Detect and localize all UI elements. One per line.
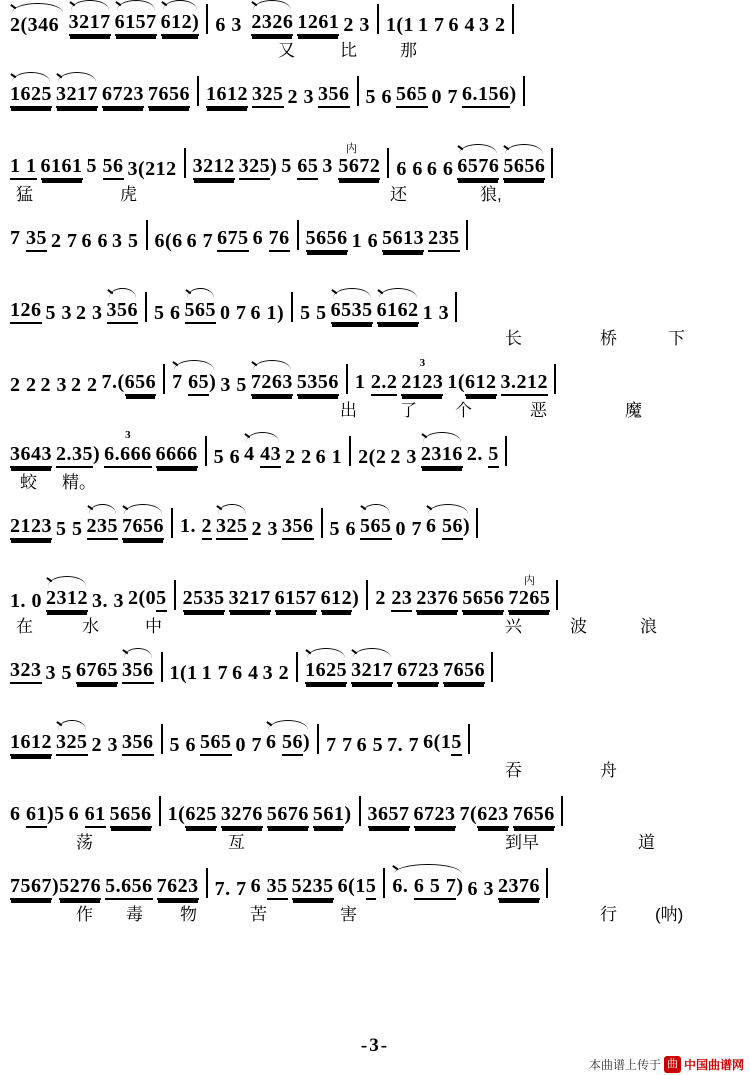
lyric-syllable: 个 — [455, 401, 472, 420]
note-group: 2123 3 — [401, 360, 443, 396]
note-group: 2(2 — [358, 446, 387, 468]
note-group: 2 2 — [10, 374, 37, 396]
barline — [455, 292, 457, 322]
note-group: 2535 — [183, 576, 225, 612]
note-group: 565 — [200, 720, 232, 756]
note-group: 2 3 — [343, 14, 370, 36]
barline — [171, 508, 173, 538]
barline — [468, 724, 470, 754]
triplet-number: 3 — [125, 429, 131, 441]
slur-icon — [428, 504, 468, 514]
barline — [476, 508, 478, 538]
note-group: 6 1 — [315, 446, 343, 468]
lyric-syllable: 下 — [668, 329, 685, 348]
barline — [349, 436, 351, 466]
site-credit — [589, 1056, 744, 1073]
slur-icon — [124, 504, 162, 514]
lyric-line — [0, 252, 750, 278]
barline — [491, 652, 493, 682]
barline — [546, 868, 548, 898]
note-group: 1. 0 — [10, 590, 42, 612]
note-group: 1 1 — [10, 144, 37, 180]
note-group: 2376 — [416, 576, 458, 612]
note-group: 6576 — [457, 144, 499, 180]
note-group: 356 — [318, 72, 350, 108]
note-group: 2 3 — [76, 302, 103, 324]
barline — [366, 580, 368, 610]
barline — [505, 436, 507, 466]
lyric-line — [0, 684, 750, 710]
slur-icon — [459, 144, 497, 154]
slur-icon — [253, 0, 291, 10]
lyric-syllable: 又 — [278, 41, 295, 60]
slur-icon — [163, 0, 198, 10]
note-group: 6 3 — [215, 14, 248, 36]
music-system — [0, 288, 750, 324]
note-group: 3(212 — [127, 158, 177, 180]
slur-icon — [423, 432, 461, 442]
note-group: 6 61 — [69, 792, 106, 828]
barline — [383, 868, 385, 898]
barline — [206, 868, 208, 898]
barline — [206, 4, 208, 34]
lyric-syllable: 在 — [16, 617, 33, 636]
note-group: 5356 — [297, 360, 339, 396]
slur-icon — [187, 288, 215, 298]
credit-site-name[interactable]: 中国曲谱网 — [683, 1058, 744, 1072]
lyric-syllable: 精。 — [62, 473, 96, 492]
triplet-number: 3 — [419, 357, 426, 369]
lyric-syllable: 出 — [340, 401, 357, 420]
lyric-line — [0, 756, 750, 782]
lyric-syllable: 虎 — [120, 185, 137, 204]
breath-mark: 内 — [345, 143, 357, 155]
barline — [145, 292, 147, 322]
note-group: 2 23 — [375, 576, 412, 612]
note-group: 356 — [107, 288, 139, 324]
note-group: 1(612 — [447, 360, 496, 396]
note-group: 0 7 — [431, 86, 458, 108]
lyric-line — [0, 180, 750, 206]
lyric-syllable: 害 — [340, 905, 357, 924]
note-group: 2. 5 — [467, 432, 499, 468]
note-group: 6 6 — [426, 158, 454, 180]
note-group: 6723 — [414, 792, 456, 828]
barline — [554, 364, 556, 394]
lyric-syllable: 水 — [82, 617, 99, 636]
note-group: 323 — [10, 648, 42, 684]
note-group: 4 43 — [244, 432, 281, 468]
slur-icon — [124, 648, 152, 658]
note-group: 2123 — [10, 504, 52, 540]
breath-mark: 内 — [523, 575, 535, 587]
note-group: 5 6 — [329, 518, 356, 540]
note-group: 5 5 — [300, 302, 327, 324]
lyric-syllable: 还 — [390, 185, 407, 204]
note-group: 5 6 — [154, 302, 181, 324]
note-group: 6 76 — [253, 216, 290, 252]
music-system — [0, 144, 750, 180]
note-group: 561) — [313, 792, 352, 828]
note-group: 6 35 — [251, 864, 288, 900]
music-system — [0, 72, 750, 108]
music-system — [0, 0, 750, 36]
note-group: 3.212 — [501, 360, 549, 396]
note-group: 3 5 — [220, 374, 247, 396]
note-group: 5 6 — [213, 446, 241, 468]
note-group: 6 56) — [266, 720, 310, 756]
note-group: 235 — [428, 216, 460, 252]
note-group: 6.666 3 — [104, 432, 152, 468]
barline — [512, 4, 514, 34]
barline — [387, 148, 389, 178]
slur-icon — [48, 576, 86, 586]
page-number: -3- — [360, 1035, 390, 1056]
slur-icon — [353, 648, 391, 658]
note-group: 5 6 — [169, 734, 196, 756]
lyric-syllable: 浪 — [640, 617, 657, 636]
music-system — [0, 720, 750, 756]
note-group: 7(623 — [460, 792, 509, 828]
note-group: 1 7 — [201, 662, 229, 684]
lyric-line — [0, 540, 750, 566]
note-group: 1(1 — [385, 14, 415, 36]
note-group: 6(15 — [338, 864, 377, 900]
lyric-syllable: 比 — [340, 41, 357, 60]
slur-icon — [362, 504, 390, 514]
note-group: 6157 — [115, 0, 157, 36]
note-group: 7656 — [148, 72, 190, 108]
credit-text: 本曲谱上传于 — [588, 1058, 661, 1072]
barline — [297, 220, 299, 250]
note-group: 6(6 — [154, 230, 183, 252]
music-system — [0, 864, 750, 900]
note-group: 3 5 — [112, 230, 139, 252]
note-group: 6 7 — [186, 230, 214, 252]
note-group: 6 5 — [356, 734, 384, 756]
note-group: 0 7 — [235, 734, 262, 756]
note-group: 7656 — [443, 648, 485, 684]
slur-icon — [109, 288, 137, 298]
lyric-syllable: 蛟 — [20, 473, 37, 492]
music-system — [0, 357, 750, 396]
note-group: 6 3 — [467, 878, 495, 900]
barline — [377, 4, 379, 34]
note-group: 1 6 — [351, 230, 379, 252]
lyric-syllable: 吞 — [505, 761, 522, 780]
barline — [174, 580, 176, 610]
barline — [359, 796, 361, 826]
lyric-syllable: 狼, — [480, 185, 502, 204]
note-group: 5235 — [292, 864, 334, 900]
note-group: 5676 — [267, 792, 309, 828]
lyric-syllable: 了 — [400, 401, 417, 420]
site-logo-icon: 曲 — [664, 1056, 681, 1073]
barline — [205, 436, 207, 466]
lyric-syllable: 行 — [600, 905, 617, 924]
lyric-syllable: 那 — [400, 41, 417, 60]
note-group: 2(05 — [128, 576, 167, 612]
note-group: 1625 — [305, 648, 347, 684]
note-group: 1 3 — [422, 302, 450, 324]
note-group: 6(15 — [423, 720, 462, 756]
note-group: 7 65) — [172, 360, 216, 396]
note-group: 675 — [217, 216, 249, 252]
lyric-line — [0, 828, 750, 854]
lyric-syllable: 猛 — [16, 185, 33, 204]
note-group: 325 — [216, 504, 248, 540]
note-group: 0 7 — [395, 518, 422, 540]
note-group: 2326 — [251, 0, 293, 36]
note-group: 126 — [10, 288, 42, 324]
note-group: 7. 7 — [387, 734, 420, 756]
note-group: 565 — [185, 288, 217, 324]
note-group: 2 3 — [251, 518, 278, 540]
note-group: 7.(656 — [102, 360, 157, 396]
slur-icon — [307, 648, 345, 658]
lyric-syllable: 荡 — [76, 833, 93, 852]
note-group: 6 6 — [81, 230, 108, 252]
barline — [357, 76, 359, 106]
music-system — [0, 576, 750, 612]
barline — [163, 364, 165, 394]
note-group: 612) — [321, 576, 360, 612]
note-group: 5 56 — [87, 144, 124, 180]
note-group: 2 3 — [91, 734, 118, 756]
note-group: 7567)5276 — [10, 864, 101, 900]
slur-icon — [394, 864, 461, 874]
note-group: 5656 — [503, 144, 545, 180]
music-system — [0, 792, 750, 828]
note-group: 3217 — [351, 648, 393, 684]
note-group: 3212 — [193, 144, 235, 180]
note-group: 1612 — [10, 720, 52, 756]
note-group: 3276 — [221, 792, 263, 828]
barline — [146, 220, 148, 250]
note-group: 6666 — [156, 432, 198, 468]
note-group: 1(1 — [169, 662, 198, 684]
note-group: 3657 — [368, 792, 410, 828]
note-group: 2376 — [498, 864, 540, 900]
note-group: 5 6 — [365, 86, 392, 108]
barline — [551, 148, 553, 178]
slur-icon — [505, 144, 543, 154]
lyric-line — [0, 612, 750, 638]
note-group: 2312 — [46, 576, 88, 612]
note-group: 3 5 — [45, 662, 72, 684]
note-group: 3217 — [69, 0, 111, 36]
note-group: 356 — [122, 720, 154, 756]
note-group: 6 56) — [426, 504, 470, 540]
note-group: 325 — [252, 72, 284, 108]
barline — [556, 580, 558, 610]
lyric-syllable: 长 — [505, 329, 522, 348]
note-group: 235 — [87, 504, 119, 540]
note-group: 2(346 — [10, 3, 65, 36]
barline — [523, 76, 525, 106]
lyric-syllable: 物 — [180, 905, 197, 924]
lyric-syllable: 波 — [570, 617, 587, 636]
note-group: 1(625 — [168, 792, 217, 828]
lyric-syllable: (呐) — [655, 905, 684, 924]
note-group: 6 1) — [250, 302, 285, 324]
barline — [159, 796, 161, 826]
note-group: 7263 — [251, 360, 293, 396]
music-system — [0, 429, 750, 468]
lyric-syllable: 亙 — [228, 833, 245, 852]
note-group: 0 7 — [220, 302, 247, 324]
lyric-syllable: 苦 — [250, 905, 267, 924]
note-group: 3217 — [229, 576, 271, 612]
note-group: 5613 — [382, 216, 424, 252]
lyric-syllable: 到早 — [505, 833, 539, 852]
barline — [346, 364, 348, 394]
lyric-syllable: 魔 — [625, 401, 642, 420]
note-group: 5 5 — [56, 518, 83, 540]
note-group: 1612 — [206, 72, 248, 108]
note-group: 1261 — [297, 0, 339, 36]
note-group: 2 2 — [285, 446, 312, 468]
lyric-syllable: 兴 — [505, 617, 522, 636]
slur-icon — [12, 72, 50, 82]
lyric-syllable: 恶 — [530, 401, 547, 420]
note-group: 2 3 — [287, 86, 314, 108]
lyric-line — [0, 468, 750, 494]
note-group: 1625 — [10, 72, 52, 108]
note-group: 2 7 — [51, 230, 78, 252]
note-group: 6 61)5 — [10, 792, 65, 828]
lyric-line — [0, 36, 750, 62]
slur-icon — [379, 288, 417, 298]
note-group: 3 2 — [479, 14, 506, 36]
note-group: 356 — [282, 504, 314, 540]
slur-icon — [174, 360, 214, 370]
barline — [291, 292, 293, 322]
slur-icon — [89, 504, 117, 514]
barline — [197, 76, 199, 106]
lyric-syllable: 作 — [76, 905, 93, 924]
lyric-line — [0, 108, 750, 134]
note-group: 5.656 — [105, 864, 153, 900]
note-group: 6 4 — [448, 14, 476, 36]
lyric-syllable: 道 — [638, 833, 655, 852]
note-group: 2 2 — [71, 374, 98, 396]
slur-icon — [71, 0, 109, 10]
note-group: 6162 — [377, 288, 419, 324]
note-group: 5656 — [110, 792, 152, 828]
note-group: 6. 6 5 7) — [392, 864, 463, 900]
note-group: 5656 — [462, 576, 504, 612]
note-group: 7623 — [157, 864, 199, 900]
note-group: 6723 — [397, 648, 439, 684]
note-group: 356 — [122, 648, 154, 684]
note-group: 3 5672 内 — [322, 144, 380, 180]
note-group: 325 — [56, 720, 88, 756]
lyric-line — [0, 900, 750, 926]
note-group: 5656 — [306, 216, 348, 252]
music-system — [0, 648, 750, 684]
note-group: 6535 — [331, 288, 373, 324]
note-group: 565 — [360, 504, 392, 540]
barline — [466, 220, 468, 250]
note-group: 6 4 — [232, 662, 259, 684]
lyric-syllable: 舟 — [600, 761, 617, 780]
note-group: 6161 — [41, 144, 83, 180]
note-group: 3217 — [56, 72, 98, 108]
note-group: 1 2.2 — [355, 360, 398, 396]
note-group: 7 35 — [10, 216, 47, 252]
note-group: 565 — [396, 72, 428, 108]
lyric-syllable: 中 — [145, 617, 162, 636]
slur-icon — [12, 3, 63, 13]
barline — [317, 724, 319, 754]
note-group: 5 3 — [45, 302, 72, 324]
barline — [161, 724, 163, 754]
note-group: 7656 — [513, 792, 555, 828]
music-system — [0, 504, 750, 540]
note-group: 7656 — [122, 504, 164, 540]
note-group: 3643 — [10, 432, 52, 468]
barline — [296, 652, 298, 682]
slur-icon — [253, 360, 291, 370]
slur-icon — [333, 288, 371, 298]
lyric-syllable: 桥 — [600, 329, 617, 348]
lyric-line — [0, 324, 750, 350]
music-system — [0, 216, 750, 252]
slur-icon — [218, 504, 246, 514]
lyric-syllable: 毒 — [126, 905, 143, 924]
slur-icon — [58, 720, 86, 730]
note-group: 7265 内 — [508, 576, 550, 612]
note-group: 6 6 — [396, 158, 423, 180]
barline — [161, 652, 163, 682]
slur-icon — [268, 720, 308, 730]
note-group: 2 3 — [40, 374, 67, 396]
note-group: 7. 7 — [214, 878, 247, 900]
note-group: 2.35) — [56, 432, 100, 468]
slur-icon — [58, 72, 96, 82]
note-group: 2316 — [421, 432, 463, 468]
note-group: 7 7 — [326, 734, 353, 756]
note-group: 612) — [161, 0, 200, 36]
note-group: 1 7 — [418, 14, 445, 36]
note-group: 6157 — [275, 576, 317, 612]
note-group: 6723 — [102, 72, 144, 108]
note-group: 3 2 — [262, 662, 290, 684]
barline — [184, 148, 186, 178]
note-group: 325) — [239, 144, 278, 180]
lyric-line — [0, 396, 750, 422]
barline — [321, 508, 323, 538]
slur-icon — [246, 432, 279, 442]
slur-icon — [117, 0, 155, 10]
note-group: 6.156) — [462, 72, 517, 108]
note-group: 5 65 — [281, 144, 318, 180]
barline — [561, 796, 563, 826]
note-group: 6765 — [76, 648, 118, 684]
note-group: 2 3 — [390, 446, 417, 468]
note-group: 1. 2 — [180, 504, 212, 540]
note-group: 3. 3 — [92, 590, 124, 612]
